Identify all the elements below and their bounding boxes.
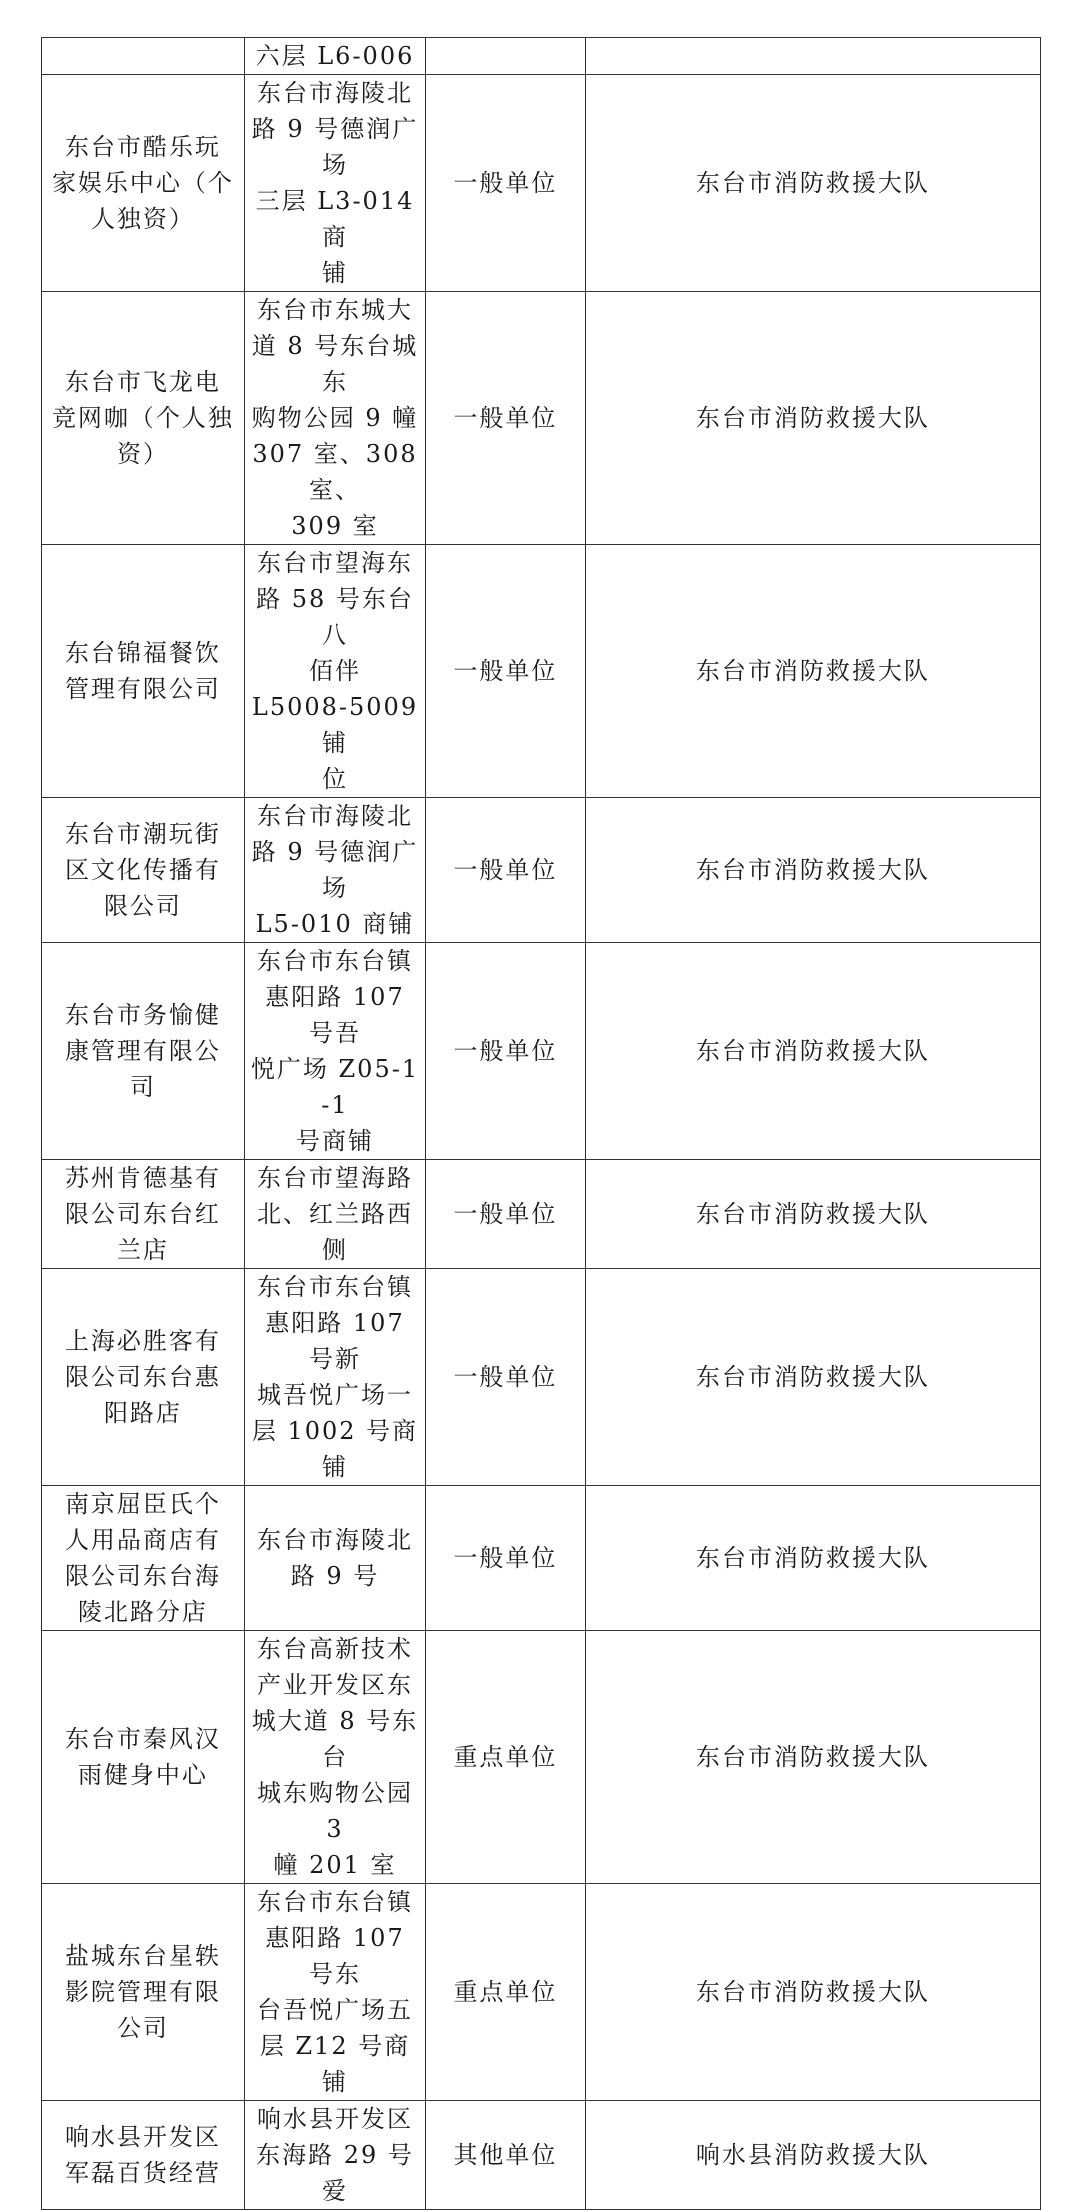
unit-name-cell-line: 陵北路分店 bbox=[77, 1598, 208, 1626]
address-cell bbox=[244, 38, 425, 75]
category-cell bbox=[426, 1160, 586, 1269]
address-cell-line: 城大道 8 号东台 bbox=[251, 1707, 419, 1771]
category-cell-text: 重点单位 bbox=[453, 1978, 558, 2006]
category-cell-text: 一般单位 bbox=[453, 1544, 558, 1572]
address-cell-line: 东台市望海路 bbox=[257, 1164, 413, 1192]
address-cell-line: 悦广场 Z05-1-1 bbox=[250, 1055, 420, 1119]
address-cell bbox=[244, 1160, 425, 1269]
unit-name-cell bbox=[42, 1269, 245, 1486]
table-row bbox=[42, 292, 1041, 545]
address-cell-line: 东台高新技术 bbox=[257, 1635, 413, 1663]
address-cell-line: 层 Z12 号商铺 bbox=[259, 2032, 411, 2096]
unit-name-cell-line: 苏州肯德基有 bbox=[64, 1164, 221, 1192]
department-cell bbox=[585, 75, 1040, 292]
address-cell-line: 响水县开发区 bbox=[257, 2105, 413, 2133]
address-cell-line: 城吾悦广场一 bbox=[257, 1381, 413, 1409]
address-cell bbox=[244, 943, 425, 1160]
unit-name-cell-line: 阳路店 bbox=[103, 1399, 182, 1427]
category-cell bbox=[426, 1486, 586, 1631]
address-cell-line: 三层 L3-014 商 bbox=[255, 187, 415, 251]
table-row bbox=[42, 38, 1041, 75]
unit-name-cell-line: 影院管理有限 bbox=[64, 1978, 221, 2006]
table-row bbox=[42, 1884, 1041, 2101]
unit-name-cell-line: 盐城东台星轶 bbox=[64, 1942, 221, 1970]
department-cell-text: 东台市消防救援大队 bbox=[695, 1544, 930, 1572]
address-cell-line: 路 9 号德润广场 bbox=[251, 115, 419, 179]
address-cell-line: 东台市海陵北 bbox=[257, 802, 413, 830]
address-cell bbox=[244, 2101, 425, 2210]
unit-name-cell-line: 东台市潮玩街 bbox=[64, 820, 221, 848]
table-row bbox=[42, 1269, 1041, 1486]
table-row bbox=[42, 1631, 1041, 1884]
department-cell-text: 东台市消防救援大队 bbox=[695, 1200, 930, 1228]
category-cell bbox=[426, 1884, 586, 2101]
category-cell-text: 一般单位 bbox=[453, 169, 558, 197]
department-cell-text: 东台市消防救援大队 bbox=[695, 1037, 930, 1065]
address-cell-line: 产业开发区东 bbox=[257, 1671, 413, 1699]
unit-name-cell-line: 东台市务愉健 bbox=[64, 1001, 221, 1029]
department-cell bbox=[585, 2101, 1040, 2210]
unit-name-cell-line: 管理有限公司 bbox=[64, 675, 221, 703]
address-cell-line: 路 58 号东台八 bbox=[256, 585, 414, 649]
unit-name-cell-line: 南京屈臣氏个 bbox=[64, 1490, 221, 1518]
unit-name-cell bbox=[42, 38, 245, 75]
address-cell-line: 号商铺 bbox=[296, 1127, 374, 1155]
unit-name-cell-line: 家娱乐中心（个 bbox=[51, 169, 234, 197]
unit-name-cell bbox=[42, 292, 245, 545]
department-cell bbox=[585, 292, 1040, 545]
unit-name-cell bbox=[42, 2101, 245, 2210]
unit-name-cell bbox=[42, 1631, 245, 1884]
address-cell bbox=[244, 1269, 425, 1486]
category-cell-text: 一般单位 bbox=[453, 1037, 558, 1065]
address-cell bbox=[244, 75, 425, 292]
category-cell bbox=[426, 2101, 586, 2210]
address-cell-line: 六层 L6-006 bbox=[255, 42, 415, 70]
address-cell-line: 台吾悦广场五 bbox=[257, 1996, 413, 2024]
address-cell bbox=[244, 798, 425, 943]
unit-name-cell-line: 人独资） bbox=[90, 205, 195, 233]
department-cell bbox=[585, 38, 1040, 75]
department-cell bbox=[585, 943, 1040, 1160]
address-cell-line: 幢 201 室 bbox=[273, 1851, 397, 1879]
unit-name-cell bbox=[42, 798, 245, 943]
department-cell bbox=[585, 1160, 1040, 1269]
department-cell-text: 东台市消防救援大队 bbox=[695, 169, 930, 197]
category-cell bbox=[426, 943, 586, 1160]
address-cell-line: 铺 bbox=[322, 259, 348, 287]
address-cell-line: 购物公园 9 幢 bbox=[251, 404, 419, 432]
table-row bbox=[42, 798, 1041, 943]
address-cell-line: 东海路 29 号爱 bbox=[256, 2141, 414, 2205]
address-cell-line: 惠阳路 107 号新 bbox=[265, 1309, 405, 1373]
unit-name-cell bbox=[42, 75, 245, 292]
address-cell bbox=[244, 1631, 425, 1884]
category-cell-text: 一般单位 bbox=[453, 1363, 558, 1391]
department-cell-text: 响水县消防救援大队 bbox=[695, 2141, 930, 2169]
unit-name-cell-line: 响水县开发区 bbox=[64, 2123, 221, 2151]
department-cell-text: 东台市消防救援大队 bbox=[695, 404, 930, 432]
category-cell bbox=[426, 1269, 586, 1486]
address-cell-line: 东台市海陵北 bbox=[257, 1526, 413, 1554]
department-cell bbox=[585, 798, 1040, 943]
unit-name-cell bbox=[42, 1160, 245, 1269]
address-cell-line: 东台市海陵北 bbox=[257, 79, 413, 107]
table-row bbox=[42, 75, 1041, 292]
address-cell-line: 东台市东台镇 bbox=[257, 1888, 413, 1916]
unit-name-cell-line: 军磊百货经营 bbox=[64, 2159, 221, 2187]
address-cell-line: 东台市东台镇 bbox=[257, 1273, 413, 1301]
category-cell bbox=[426, 798, 586, 943]
unit-name-cell-line: 雨健身中心 bbox=[77, 1761, 208, 1789]
department-cell-text: 东台市消防救援大队 bbox=[695, 657, 930, 685]
table-row bbox=[42, 1160, 1041, 1269]
unit-name-cell-line: 区文化传播有 bbox=[64, 856, 221, 884]
unit-name-cell-line: 限公司东台海 bbox=[64, 1562, 221, 1590]
address-cell bbox=[244, 292, 425, 545]
address-cell-line: 东台市东台镇 bbox=[257, 947, 413, 975]
department-cell-text: 东台市消防救援大队 bbox=[695, 856, 930, 884]
department-cell-text: 东台市消防救援大队 bbox=[695, 1978, 930, 2006]
unit-name-cell-line: 上海必胜客有 bbox=[64, 1327, 221, 1355]
category-cell-text: 其他单位 bbox=[453, 2141, 558, 2169]
address-cell bbox=[244, 1486, 425, 1631]
unit-table bbox=[41, 37, 1041, 2210]
unit-name-cell-line: 限公司 bbox=[103, 892, 182, 920]
address-cell-line: 位 bbox=[322, 765, 348, 793]
category-cell-text: 重点单位 bbox=[453, 1743, 558, 1771]
address-cell-line: 307 室、308 室、 bbox=[252, 440, 418, 504]
address-cell bbox=[244, 545, 425, 798]
address-cell-line: 路 9 号德润广场 bbox=[251, 838, 419, 902]
address-cell-line: L5008-5009 铺 bbox=[251, 693, 419, 757]
category-cell bbox=[426, 38, 586, 75]
table-row bbox=[42, 545, 1041, 798]
unit-name-cell-line: 资） bbox=[116, 440, 169, 468]
unit-name-cell bbox=[42, 545, 245, 798]
address-cell-line: 路 9 号 bbox=[290, 1562, 380, 1590]
address-cell-line: 层 1002 号商铺 bbox=[251, 1417, 419, 1481]
address-cell-line: 惠阳路 107 号东 bbox=[265, 1924, 405, 1988]
address-cell-line: L5-010 商铺 bbox=[255, 910, 415, 938]
unit-name-cell-line: 限公司东台惠 bbox=[64, 1363, 221, 1391]
address-cell-line: 北、红兰路西侧 bbox=[257, 1200, 413, 1264]
unit-name-cell-line: 人用品商店有 bbox=[64, 1526, 221, 1554]
unit-name-cell-line: 兰店 bbox=[116, 1236, 169, 1264]
department-cell bbox=[585, 545, 1040, 798]
unit-name-cell bbox=[42, 943, 245, 1160]
category-cell bbox=[426, 292, 586, 545]
department-cell bbox=[585, 1486, 1040, 1631]
category-cell-text: 一般单位 bbox=[453, 856, 558, 884]
table-row bbox=[42, 1486, 1041, 1631]
unit-name-cell-line: 司 bbox=[129, 1073, 156, 1101]
category-cell bbox=[426, 545, 586, 798]
unit-name-cell-line: 限公司东台红 bbox=[64, 1200, 221, 1228]
unit-name-cell-line: 竞网咖（个人独 bbox=[51, 404, 234, 432]
category-cell-text: 一般单位 bbox=[453, 1200, 558, 1228]
unit-name-cell-line: 公司 bbox=[116, 2014, 169, 2042]
table-row bbox=[42, 2101, 1041, 2210]
address-cell-line: 城东购物公园 3 bbox=[257, 1779, 413, 1843]
address-cell-line: 东台市望海东 bbox=[257, 549, 413, 577]
department-cell bbox=[585, 1884, 1040, 2101]
address-cell-line: 道 8 号东台城东 bbox=[251, 332, 419, 396]
table-row bbox=[42, 943, 1041, 1160]
department-cell bbox=[585, 1631, 1040, 1884]
table-body bbox=[42, 38, 1041, 2210]
category-cell-text: 一般单位 bbox=[453, 657, 558, 685]
unit-name-cell-line: 东台市秦风汉 bbox=[64, 1725, 221, 1753]
department-cell-text: 东台市消防救援大队 bbox=[695, 1743, 930, 1771]
unit-name-cell-line: 东台市酷乐玩 bbox=[64, 133, 221, 161]
address-cell-line: 佰伴 bbox=[309, 657, 361, 685]
category-cell bbox=[426, 75, 586, 292]
unit-name-cell-line: 东台锦福餐饮 bbox=[64, 639, 221, 667]
unit-name-cell-line: 康管理有限公 bbox=[64, 1037, 221, 1065]
category-cell bbox=[426, 1631, 586, 1884]
category-cell-text: 一般单位 bbox=[453, 404, 558, 432]
unit-name-cell-line: 东台市飞龙电 bbox=[64, 368, 221, 396]
unit-name-cell bbox=[42, 1486, 245, 1631]
address-cell bbox=[244, 1884, 425, 2101]
unit-name-cell bbox=[42, 1884, 245, 2101]
department-cell bbox=[585, 1269, 1040, 1486]
department-cell-text: 东台市消防救援大队 bbox=[695, 1363, 930, 1391]
address-cell-line: 309 室 bbox=[291, 512, 379, 540]
address-cell-line: 东台市东城大 bbox=[257, 296, 413, 324]
address-cell-line: 惠阳路 107 号吾 bbox=[265, 983, 405, 1047]
